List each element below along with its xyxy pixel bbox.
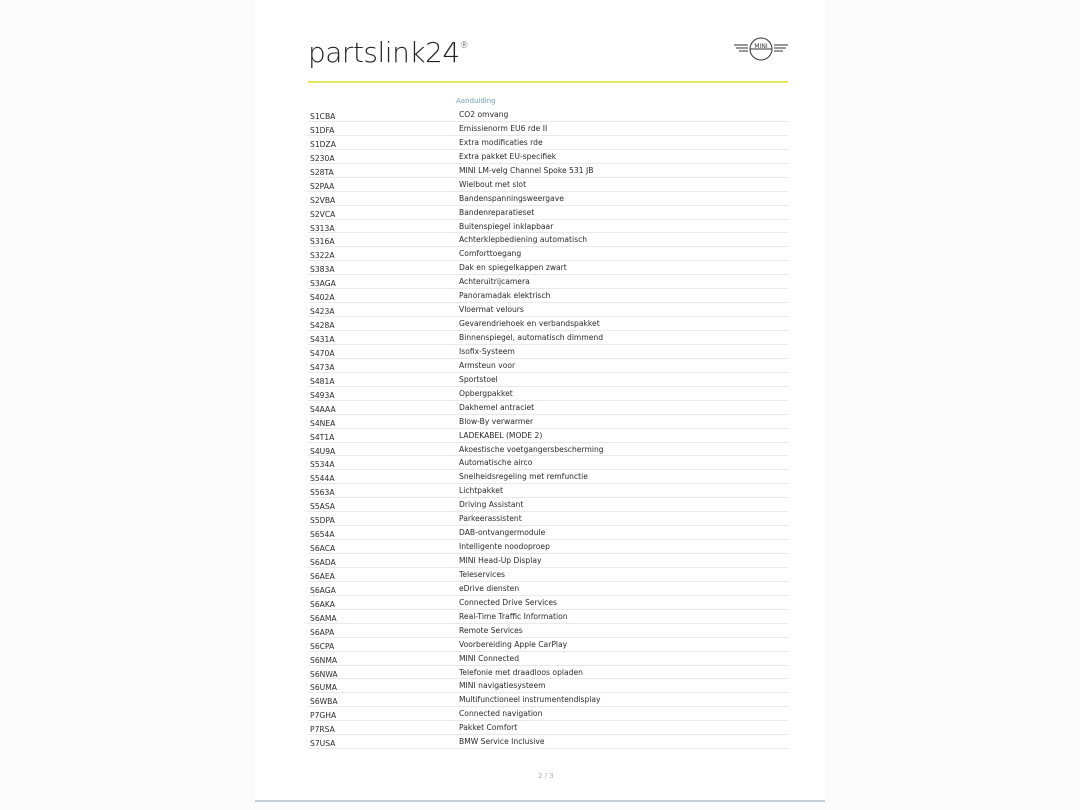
option-code: S322A (310, 251, 335, 261)
table-row (308, 233, 788, 247)
option-code: S2PAA (310, 181, 335, 191)
table-row (308, 707, 788, 721)
option-code: S6AKA (310, 599, 335, 609)
table-row (308, 484, 788, 498)
table-row (308, 415, 788, 429)
option-description: Armsteun voor (459, 360, 516, 370)
option-description: eDrive diensten (459, 583, 520, 593)
table-row (308, 498, 788, 512)
table-row (308, 247, 788, 261)
option-code: S28TA (310, 167, 334, 177)
option-description: Pakket Comfort (459, 723, 518, 733)
table-row (308, 164, 788, 178)
table-row (308, 568, 788, 582)
option-code: S316A (310, 237, 335, 247)
option-description: MINI LM-velg Channel Spoke 531 JB (459, 165, 594, 175)
table-row (308, 289, 788, 303)
table-row (308, 526, 788, 540)
option-description: Dak en spiegelkappen zwart (459, 263, 567, 273)
option-code: S2VBA (310, 195, 336, 205)
logo-text: partslink24 (308, 36, 460, 69)
option-description: Wielbout met slot (459, 179, 527, 189)
table-row (308, 359, 788, 373)
table-row (308, 387, 788, 401)
option-description: LADEKABEL (MODE 2) (459, 430, 543, 440)
table-row (308, 136, 788, 150)
table-row (308, 178, 788, 192)
option-description: Multifunctioneel instrumentendisplay (459, 695, 601, 705)
table-row (308, 317, 788, 331)
option-description: Bandenspanningsweergave (459, 193, 564, 203)
header-divider (308, 81, 788, 83)
option-description: Parkeerassistent (459, 514, 522, 524)
option-code: S6NMA (310, 655, 338, 665)
table-row (308, 721, 788, 735)
option-description: Buitenspiegel inklapbaar (459, 221, 554, 231)
option-code: S3AGA (310, 279, 336, 289)
option-code: S6APA (310, 627, 335, 637)
option-description: Achterklepbediening automatisch (459, 235, 588, 245)
option-code: S1CBA (310, 112, 336, 121)
brand-text: MINI (754, 43, 768, 50)
option-description: Dakhemel antraciet (459, 402, 535, 412)
option-description: Connected Drive Services (459, 597, 557, 607)
option-description: Blow-By verwarmer (459, 416, 534, 426)
option-description: Emissienorm EU6 rde II (459, 123, 548, 133)
option-code: S6CPA (310, 641, 335, 651)
table-row (308, 624, 788, 638)
option-code: P7RSA (310, 725, 335, 735)
option-code: S6AMA (310, 613, 337, 623)
table-row (308, 150, 788, 164)
option-code: S473A (310, 362, 335, 372)
table-row (308, 122, 788, 136)
option-code: S7USA (310, 739, 336, 749)
option-description: Connected navigation (459, 709, 543, 719)
option-description: Opbergpakket (459, 388, 513, 398)
table-row (308, 206, 788, 220)
logo-registered-mark: ® (459, 40, 469, 51)
option-code: S423A (310, 307, 335, 317)
option-description: Sportstoel (459, 374, 498, 384)
option-description: Driving Assistant (459, 500, 524, 510)
option-code: S6UMA (310, 683, 337, 693)
option-code: S6ACA (310, 544, 336, 554)
option-description: Voorbereiding Apple CarPlay (459, 639, 568, 649)
option-code: S6AGA (310, 585, 336, 595)
option-code: S6NWA (310, 669, 338, 679)
page-bottom-edge (255, 800, 825, 802)
option-code: S1DFA (310, 125, 335, 135)
table-row (308, 679, 788, 693)
option-description: BMW Service Inclusive (459, 737, 545, 747)
option-code: S5DPA (310, 516, 335, 526)
table-row (308, 192, 788, 206)
mini-brand-logo (732, 36, 790, 62)
option-code: S6ADA (310, 558, 336, 567)
option-code: S313A (310, 223, 335, 233)
option-code: S654A (310, 530, 335, 540)
option-code: S383A (310, 265, 335, 275)
option-code: S470A (310, 348, 335, 358)
table-row (308, 443, 788, 457)
option-description: Achteruitrijcamera (459, 277, 530, 287)
option-code: S1DZA (310, 139, 336, 149)
option-description: Automatische airco (459, 458, 533, 468)
option-code: S563A (310, 488, 335, 498)
table-row (308, 220, 788, 234)
table-row (308, 470, 788, 484)
option-description: Binnenspiegel, automatisch dimmend (459, 333, 604, 342)
page-number: 2 / 3 (538, 772, 554, 780)
option-description: MINI navigatiesysteem (459, 681, 546, 691)
table-row (308, 512, 788, 526)
option-code: P7GHA (310, 711, 337, 721)
option-code: S4NEA (310, 418, 336, 428)
table-row (308, 582, 788, 596)
option-description: DAB-ontvangermodule (459, 528, 546, 538)
option-description: Panoramadak elektrisch (459, 291, 551, 301)
option-code: S230A (310, 153, 335, 163)
option-code: S534A (310, 460, 335, 470)
option-description: Extra pakket EU-specifiek (459, 151, 557, 161)
table-row (308, 610, 788, 624)
table-row (308, 303, 788, 317)
option-code: S402A (310, 293, 335, 303)
option-code: S431A (310, 335, 335, 344)
option-description: MINI Head-Up Display (459, 556, 542, 565)
option-code: S4T1A (310, 432, 335, 442)
option-code: S6AEA (310, 571, 335, 581)
option-description: Vloermat velours (459, 305, 524, 315)
table-row (308, 331, 788, 345)
document-page (255, 0, 825, 802)
table-row (308, 638, 788, 652)
table-row (308, 456, 788, 470)
partslink24-logo (308, 36, 468, 69)
option-description: Teleservices (459, 569, 505, 579)
table-row (308, 652, 788, 666)
options-table (308, 108, 788, 749)
option-code: S428A (310, 321, 335, 331)
option-code: S2VCA (310, 209, 336, 219)
option-code: S4U9A (310, 446, 336, 456)
table-row (308, 401, 788, 415)
option-description: Real-Time Traffic Information (459, 611, 568, 621)
option-description: Akoestische voetgangersbescherming (459, 444, 604, 454)
table-row (308, 693, 788, 707)
option-description: Isofix-Systeem (459, 346, 515, 356)
table-row (308, 596, 788, 610)
table-row (308, 373, 788, 387)
option-code: S481A (310, 376, 335, 386)
option-code: S493A (310, 390, 335, 400)
table-row (308, 666, 788, 680)
option-description: Telefonie met draadloos opladen (459, 667, 583, 677)
option-description: Comforttoegang (459, 249, 522, 259)
option-code: S5ASA (310, 502, 336, 512)
option-code: S4AAA (310, 404, 336, 414)
option-description: Remote Services (459, 625, 523, 635)
table-row (308, 735, 788, 749)
table-row (308, 261, 788, 275)
option-description: CO2 omvang (459, 110, 509, 119)
option-description: Gevarendriehoek en verbandspakket (459, 319, 600, 329)
table-row (308, 554, 788, 568)
table-row (308, 275, 788, 289)
option-description: Bandenreparatieset (459, 207, 535, 217)
option-description: Snelheidsregeling met remfunctie (459, 472, 588, 482)
option-description: Lichtpakket (459, 486, 503, 496)
table-row (308, 108, 788, 122)
option-code: S6WBA (310, 697, 338, 707)
option-code: S544A (310, 474, 335, 484)
table-row (308, 540, 788, 554)
option-description: Extra modificaties rde (459, 137, 543, 147)
table-row (308, 345, 788, 359)
column-header: Aanduiding (456, 97, 496, 105)
table-row (308, 429, 788, 443)
option-description: Intelligente noodoproep (459, 542, 550, 552)
option-description: MINI Connected (459, 653, 520, 663)
